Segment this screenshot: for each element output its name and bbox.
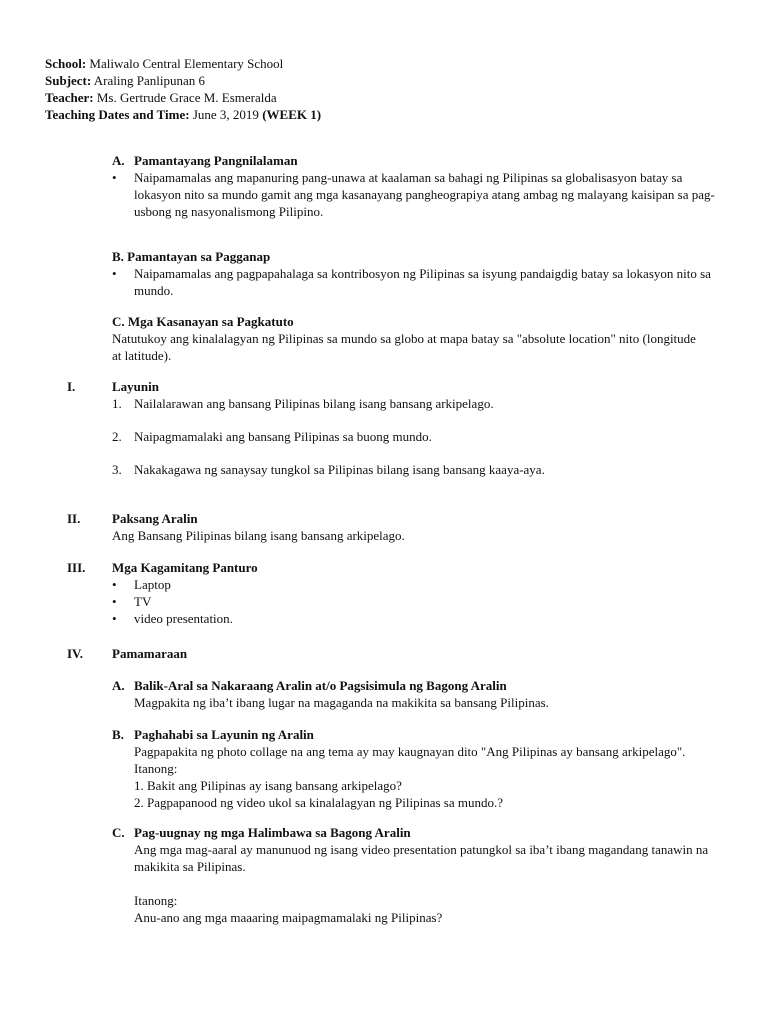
subject-line <box>45 72 725 89</box>
item-number: 3. <box>112 462 122 477</box>
section-b-bullet <box>112 265 732 299</box>
pamamaraan-a <box>112 677 752 711</box>
pamamaraan-title: Pamamaraan <box>112 646 188 661</box>
bullet-icon: • <box>112 266 117 281</box>
teacher-value: Ms. Gertrude Grace M. Esmeralda <box>96 90 277 105</box>
teacher-line <box>45 89 725 106</box>
layunin-item <box>112 395 732 412</box>
list-item <box>112 610 732 627</box>
pamamaraan-b-text: Pagpapakita ng photo collage na ang tema ay may kaugnayan dito "Ang Pilipinas ay bansang arkipelago". <box>134 744 686 759</box>
pamamaraan-b-body <box>112 743 752 811</box>
school-line <box>45 55 725 72</box>
pamamaraan-a-heading <box>112 677 752 694</box>
pamamaraan-c-letter: C. <box>112 825 125 840</box>
layunin-item <box>112 428 732 445</box>
section-a <box>112 152 732 220</box>
week-value: (WEEK 1) <box>262 107 322 122</box>
pamamaraan-b-heading <box>112 726 752 743</box>
paksang-title: Paksang Aralin <box>112 511 198 526</box>
pamamaraan-c-text: Ang mga mag-aaral ay manunuod ng isang video presentation patungkol sa iba’t ibang magandang tanawin na makikita sa Pilipinas. <box>134 842 709 874</box>
list-item <box>112 576 732 593</box>
itanong-label: Itanong: <box>134 761 178 776</box>
pamamaraan-c <box>112 824 752 926</box>
section-a-bullet-text: Naipamamalas ang mapanuring pang-unawa at kaalaman sa bahagi ng Pilipinas sa globalisasyon batay sa lokasyon nito sa mundo gamit ang mga kasanayang pangheograpiya atang ambag ng malayang kaisipan sa pag-usbong ng nasyonalismong Pilipino. <box>134 170 715 219</box>
paksang-section <box>112 510 732 544</box>
bullet-icon: • <box>112 594 117 609</box>
section-c-title: C. Mga Kasanayan sa Pagkatuto <box>112 314 294 329</box>
paksang-numeral: II. <box>67 511 81 526</box>
section-b <box>112 248 732 299</box>
itanong-label: Itanong: <box>134 893 178 908</box>
pamamaraan-b <box>112 726 752 811</box>
layunin-title: Layunin <box>112 379 159 394</box>
item-text: Nailalarawan ang bansang Pilipinas bilang isang bansang arkipelago. <box>134 396 494 411</box>
list-item-text: video presentation. <box>134 611 233 626</box>
list-item-text: TV <box>134 594 152 609</box>
question-2: 2. Pagpapanood ng video ukol sa kinalalagyan ng Pilipinas sa mundo.? <box>134 795 503 810</box>
section-b-bullet-text: Naipamamalas ang pagpapahalaga sa kontribosyon ng Pilipinas sa isyung pandaigdig batay sa lokasyon nito sa mundo. <box>134 266 711 298</box>
section-b-title: B. Pamantayan sa Pagganap <box>112 249 271 264</box>
bullet-icon: • <box>112 577 117 592</box>
pamamaraan-b-title: Paghahabi sa Layunin ng Aralin <box>134 727 314 742</box>
pamamaraan-c-heading <box>112 824 752 841</box>
item-number: 2. <box>112 429 122 444</box>
question: Anu-ano ang mga maaaring maipagmamalaki ng Pilipinas? <box>134 910 443 925</box>
pamamaraan-a-letter: A. <box>112 678 125 693</box>
layunin-section <box>112 378 732 478</box>
paksang-text: Ang Bansang Pilipinas bilang isang bansang arkipelago. <box>112 528 405 543</box>
section-a-letter: A. <box>112 153 125 168</box>
section-a-title: Pamantayang Pangnilalaman <box>134 153 298 168</box>
bullet-icon: • <box>112 170 117 185</box>
kagamitan-section <box>112 559 732 627</box>
pamamaraan-c-title: Pag-uugnay ng mga Halimbawa sa Bagong Aralin <box>134 825 411 840</box>
section-c-text: Natutukoy ang kinalalagyan ng Pilipinas sa mundo sa globo at mapa batay sa "absolute location" nito (longitude at latitude). <box>112 331 696 363</box>
subject-value: Araling Panlipunan 6 <box>93 73 205 88</box>
section-c <box>112 313 702 364</box>
list-item-text: Laptop <box>134 577 171 592</box>
kagamitan-title: Mga Kagamitang Panturo <box>112 560 258 575</box>
subject-label: Subject: <box>45 73 92 88</box>
layunin-item <box>112 461 732 478</box>
item-text: Naipagmamalaki ang bansang Pilipinas sa buong mundo. <box>134 429 432 444</box>
document-header <box>45 55 725 123</box>
pamamaraan-b-letter: B. <box>112 727 124 742</box>
dates-line <box>45 106 725 123</box>
school-value: Maliwalo Central Elementary School <box>89 56 284 71</box>
list-item <box>112 593 732 610</box>
bullet-icon: • <box>112 611 117 626</box>
school-label: School: <box>45 56 87 71</box>
question-1: 1. Bakit ang Pilipinas ay isang bansang arkipelago? <box>134 778 402 793</box>
pamamaraan-numeral: IV. <box>67 646 84 661</box>
pamamaraan-a-text: Magpakita ng iba’t ibang lugar na magaganda na makikita sa bansang Pilipinas. <box>134 695 549 710</box>
pamamaraan-a-title: Balik-Aral sa Nakaraang Aralin at/o Pagsisimula ng Bagong Aralin <box>134 678 507 693</box>
layunin-numeral: I. <box>67 379 76 394</box>
item-number: 1. <box>112 396 122 411</box>
dates-value: June 3, 2019 <box>192 107 259 122</box>
item-text: Nakakagawa ng sanaysay tungkol sa Pilipinas bilang isang bansang kaaya-aya. <box>134 462 545 477</box>
teacher-label: Teacher: <box>45 90 94 105</box>
section-a-heading <box>112 152 732 169</box>
dates-label: Teaching Dates and Time: <box>45 107 190 122</box>
kagamitan-numeral: III. <box>67 560 86 575</box>
pamamaraan-section <box>112 645 732 662</box>
pamamaraan-c-body <box>112 841 752 926</box>
section-a-bullet <box>112 169 732 220</box>
